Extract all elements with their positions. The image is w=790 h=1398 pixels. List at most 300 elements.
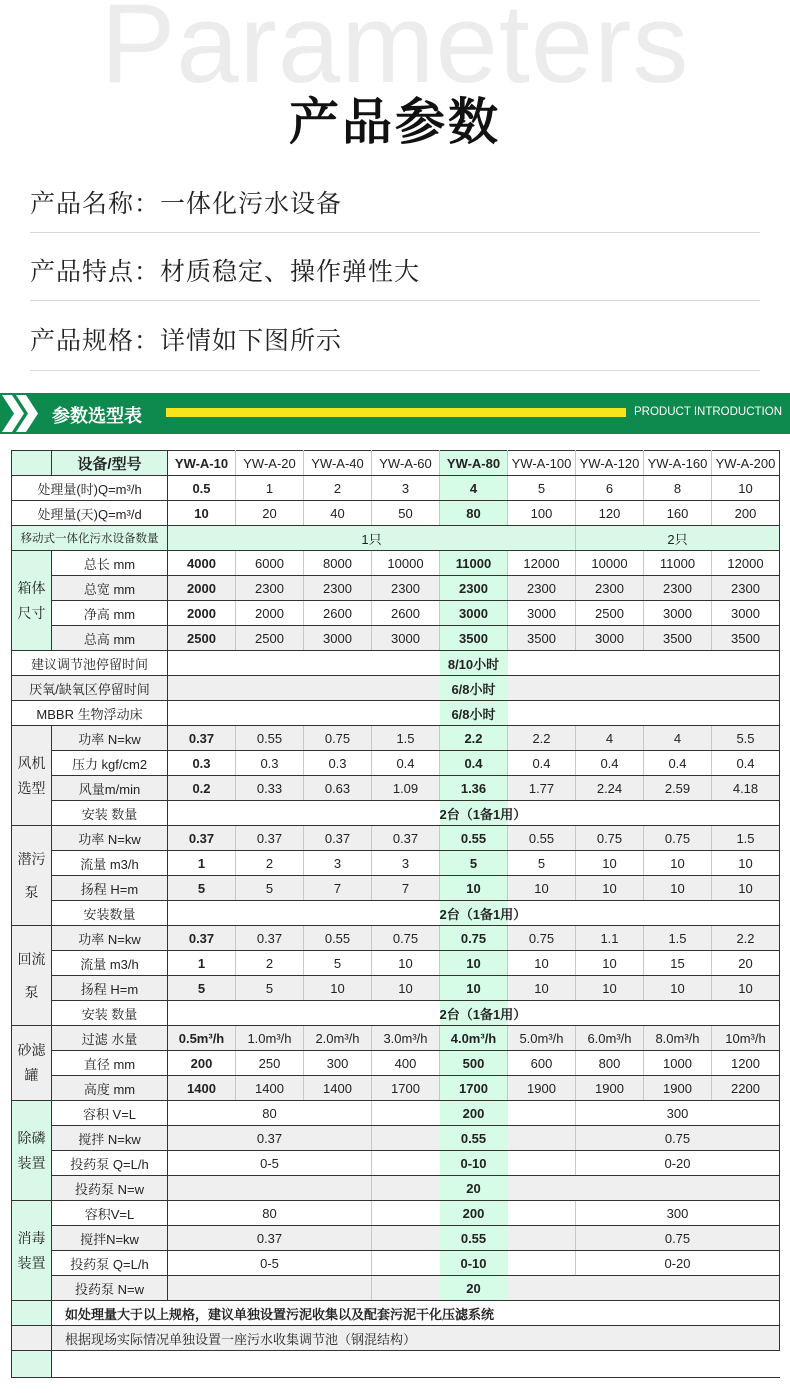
value-cell: 300	[644, 1101, 712, 1126]
empty-cell	[644, 701, 712, 726]
value-cell: 1900	[644, 1076, 712, 1101]
table-row	[12, 1076, 780, 1101]
table-row	[12, 1026, 780, 1051]
empty-cell	[508, 1226, 576, 1251]
model-header: YW-A-80	[440, 451, 508, 476]
value-cell: 2300	[644, 576, 712, 601]
value-cell: 1.1	[576, 926, 644, 951]
value-cell: 0.75	[644, 1126, 712, 1151]
value-cell: 3000	[440, 601, 508, 626]
empty-cell	[576, 1101, 644, 1126]
empty-cell	[508, 1201, 576, 1226]
value-cell: 2台（1备1用）	[440, 801, 508, 826]
row-label: MBBR 生物浮动床	[12, 701, 168, 726]
empty-cell	[168, 1101, 236, 1126]
empty-cell	[168, 1151, 236, 1176]
table-row	[12, 1001, 780, 1026]
category-cell: 砂滤罐	[12, 1026, 52, 1101]
value-cell: 120	[576, 501, 644, 526]
row-label: 投药泵 Q=L/h	[52, 1151, 168, 1176]
model-header: YW-A-60	[372, 451, 440, 476]
value-cell: 5	[304, 951, 372, 976]
table-row	[12, 1251, 780, 1276]
value-cell: 0.3	[304, 751, 372, 776]
empty-cell	[168, 1276, 236, 1301]
value-cell: 2只	[644, 526, 712, 551]
value-cell: 5	[508, 851, 576, 876]
value-cell: 2000	[236, 601, 304, 626]
value-cell: 2600	[304, 601, 372, 626]
empty-cell	[372, 901, 440, 926]
category-cell: 风机选型	[12, 726, 52, 826]
value-cell: 0.4	[508, 751, 576, 776]
table-row	[12, 1176, 780, 1201]
table-row	[12, 476, 780, 501]
value-cell: 0.4	[576, 751, 644, 776]
empty-cell	[372, 701, 440, 726]
value-cell: 5	[168, 876, 236, 901]
value-cell: 3500	[712, 626, 780, 651]
value-cell: 80	[236, 1101, 304, 1126]
value-cell: 0.37	[168, 926, 236, 951]
value-cell: 4	[440, 476, 508, 501]
empty-cell	[576, 1126, 644, 1151]
empty-cell	[372, 1151, 440, 1176]
empty-cell	[712, 1201, 780, 1226]
value-cell: 10	[440, 951, 508, 976]
value-cell: 1	[236, 476, 304, 501]
empty-cell	[712, 901, 780, 926]
value-cell: 5.0m³/h	[508, 1026, 576, 1051]
value-cell: 15	[644, 951, 712, 976]
empty-cell	[168, 1001, 236, 1026]
background-watermark-word: Parameters	[100, 0, 690, 106]
value-cell: 11000	[440, 551, 508, 576]
value-cell: 2300	[372, 576, 440, 601]
empty-cell	[508, 1126, 576, 1151]
value-cell: 5	[236, 876, 304, 901]
value-cell: 0.3	[168, 751, 236, 776]
row-label: 安装 数量	[52, 1001, 168, 1026]
value-cell: 0.4	[440, 751, 508, 776]
empty-cell	[304, 1151, 372, 1176]
row-label: 直径 mm	[52, 1051, 168, 1076]
empty-cell	[236, 901, 304, 926]
value-cell: 10000	[576, 551, 644, 576]
value-cell: 200	[440, 1101, 508, 1126]
value-cell: 2.0m³/h	[304, 1026, 372, 1051]
product-spec: 产品规格：详情如下图所示	[30, 326, 343, 355]
empty-cell	[712, 701, 780, 726]
empty-cell	[304, 701, 372, 726]
table-row	[12, 801, 780, 826]
empty-cell	[372, 1176, 440, 1201]
value-cell: 11000	[644, 551, 712, 576]
value-cell: 10	[372, 976, 440, 1001]
table-row	[12, 926, 780, 951]
value-cell: 10	[712, 851, 780, 876]
table-row	[12, 876, 780, 901]
empty-cell	[304, 1276, 372, 1301]
empty-cell	[576, 1251, 644, 1276]
table-row	[12, 826, 780, 851]
category-cell: 除磷装置	[12, 1101, 52, 1201]
value-cell: 4.18	[712, 776, 780, 801]
row-label: 容积V=L	[52, 1201, 168, 1226]
value-cell: 2000	[168, 601, 236, 626]
empty-cell	[168, 1201, 236, 1226]
table-header-row	[12, 451, 780, 476]
value-cell: 0-5	[236, 1251, 304, 1276]
empty-cell	[576, 701, 644, 726]
value-cell: 1400	[168, 1076, 236, 1101]
value-cell: 6000	[236, 551, 304, 576]
value-cell: 10	[508, 976, 576, 1001]
value-cell: 7	[304, 876, 372, 901]
empty-cell	[644, 1001, 712, 1026]
banner-title: 参数选型表	[52, 406, 142, 427]
value-cell: 2.59	[644, 776, 712, 801]
value-cell: 0.2	[168, 776, 236, 801]
value-cell: 8000	[304, 551, 372, 576]
empty-cell	[576, 526, 644, 551]
value-cell: 0.55	[508, 826, 576, 851]
value-cell: 0-5	[236, 1151, 304, 1176]
table-row	[12, 601, 780, 626]
empty-cell	[168, 1126, 236, 1151]
value-cell: 3.0m³/h	[372, 1026, 440, 1051]
row-label: 扬程 H=m	[52, 976, 168, 1001]
table-row	[12, 726, 780, 751]
value-cell: 2300	[508, 576, 576, 601]
model-header: YW-A-160	[644, 451, 712, 476]
row-label: 搅拌 N=kw	[52, 1126, 168, 1151]
value-cell: 3500	[440, 626, 508, 651]
value-cell: 8/10小时	[440, 651, 508, 676]
category-cell: 回流泵	[12, 926, 52, 1026]
category-cell	[12, 1326, 52, 1351]
empty-cell	[712, 1001, 780, 1026]
value-cell: 10	[508, 951, 576, 976]
table-row	[12, 651, 780, 676]
value-cell: 300	[304, 1051, 372, 1076]
empty-cell	[508, 651, 576, 676]
empty-cell	[644, 901, 712, 926]
empty-cell	[576, 1176, 644, 1201]
value-cell: 2台（1备1用）	[440, 901, 508, 926]
note-text: 如处理量大于以上规格，建议单独设置污泥收集以及配套污泥干化压滤系统	[52, 1301, 780, 1326]
value-cell: 80	[236, 1201, 304, 1226]
row-label: 高度 mm	[52, 1076, 168, 1101]
empty-cell	[712, 651, 780, 676]
table-row	[12, 901, 780, 926]
value-cell: 10	[440, 876, 508, 901]
value-cell: 0.55	[236, 726, 304, 751]
value-cell: 50	[372, 501, 440, 526]
value-cell: 0-20	[644, 1251, 712, 1276]
value-cell: 10	[712, 876, 780, 901]
value-cell: 0.75	[576, 826, 644, 851]
empty-cell	[372, 1101, 440, 1126]
row-label: 净高 mm	[52, 601, 168, 626]
empty-cell	[372, 1126, 440, 1151]
value-cell: 1	[168, 851, 236, 876]
value-cell: 10	[644, 976, 712, 1001]
model-header: YW-A-100	[508, 451, 576, 476]
row-label: 投药泵 Q=L/h	[52, 1251, 168, 1276]
value-cell: 10	[372, 951, 440, 976]
row-label: 功率 N=kw	[52, 826, 168, 851]
value-cell: 3000	[712, 601, 780, 626]
table-row	[12, 1151, 780, 1176]
value-cell: 0.75	[644, 826, 712, 851]
model-header: YW-A-40	[304, 451, 372, 476]
value-cell: 3000	[372, 626, 440, 651]
value-cell: 5	[440, 851, 508, 876]
divider	[30, 300, 760, 301]
table-row	[12, 1276, 780, 1301]
value-cell: 0.33	[236, 776, 304, 801]
empty-cell	[712, 526, 780, 551]
value-cell: 0.75	[440, 926, 508, 951]
value-cell: 1	[168, 951, 236, 976]
value-cell: 12000	[508, 551, 576, 576]
empty-cell	[372, 1001, 440, 1026]
empty-cell	[168, 1251, 236, 1276]
value-cell: 2	[304, 476, 372, 501]
row-label: 投药泵 N=w	[52, 1276, 168, 1301]
empty-cell	[236, 701, 304, 726]
empty-cell	[304, 676, 372, 701]
empty-cell	[372, 1201, 440, 1226]
value-cell: 0.4	[372, 751, 440, 776]
banner-subtitle: PRODUCT INTRODUCTION	[634, 406, 783, 418]
value-cell: 0.4	[712, 751, 780, 776]
table-row	[12, 751, 780, 776]
value-cell: 2300	[576, 576, 644, 601]
empty-cell	[508, 1101, 576, 1126]
value-cell: 1900	[508, 1076, 576, 1101]
row-label: 搅拌N=kw	[52, 1226, 168, 1251]
value-cell: 10	[576, 876, 644, 901]
row-label: 建议调节池停留时间	[12, 651, 168, 676]
row-label: 流量 m3/h	[52, 851, 168, 876]
empty-cell	[508, 1151, 576, 1176]
value-cell: 5	[508, 476, 576, 501]
value-cell: 2.2	[440, 726, 508, 751]
section-banner	[0, 393, 790, 434]
row-label: 总高 mm	[52, 626, 168, 651]
value-cell: 0.37	[236, 826, 304, 851]
empty-cell	[304, 1126, 372, 1151]
value-cell: 100	[508, 501, 576, 526]
value-cell: 0.37	[236, 1226, 304, 1251]
value-cell: 1.5	[372, 726, 440, 751]
value-cell: 0-20	[644, 1151, 712, 1176]
row-label: 投药泵 N=w	[52, 1176, 168, 1201]
table-row	[12, 1101, 780, 1126]
table-row	[12, 1201, 780, 1226]
empty-cell	[712, 1126, 780, 1151]
value-cell: 1.09	[372, 776, 440, 801]
value-cell: 2	[236, 851, 304, 876]
value-cell: 800	[576, 1051, 644, 1076]
row-label: 移动式一体化污水设备数量	[12, 526, 168, 551]
value-cell: 6/8小时	[440, 676, 508, 701]
value-cell: 3500	[644, 626, 712, 651]
value-cell: 0.37	[304, 826, 372, 851]
value-cell: 1.77	[508, 776, 576, 801]
parameter-table	[11, 450, 780, 1378]
value-cell: 3000	[508, 601, 576, 626]
value-cell: 500	[440, 1051, 508, 1076]
note-row	[12, 1301, 780, 1326]
divider	[30, 370, 760, 371]
value-cell: 1.36	[440, 776, 508, 801]
value-cell: 10	[168, 501, 236, 526]
empty-cell	[576, 651, 644, 676]
empty-cell	[168, 651, 236, 676]
value-cell: 2	[236, 951, 304, 976]
empty-cell	[168, 1176, 236, 1201]
value-cell: 3000	[576, 626, 644, 651]
value-cell: 1700	[440, 1076, 508, 1101]
empty-cell	[712, 1151, 780, 1176]
value-cell: 4000	[168, 551, 236, 576]
empty-cell	[236, 801, 304, 826]
empty-cell	[576, 1151, 644, 1176]
row-label: 功率 N=kw	[52, 726, 168, 751]
empty-cell	[372, 1226, 440, 1251]
value-cell: 0.37	[236, 926, 304, 951]
row-label: 风量m/min	[52, 776, 168, 801]
value-cell: 0.75	[372, 926, 440, 951]
value-cell: 7	[372, 876, 440, 901]
empty-cell	[304, 1201, 372, 1226]
empty-cell	[712, 1176, 780, 1201]
value-cell: 0.4	[644, 751, 712, 776]
value-cell: 0.37	[236, 1126, 304, 1151]
empty-cell	[644, 676, 712, 701]
category-cell: 消毒装置	[12, 1201, 52, 1301]
row-label: 厌氧/缺氧区停留时间	[12, 676, 168, 701]
model-header: YW-A-20	[236, 451, 304, 476]
empty-cell	[168, 1226, 236, 1251]
empty-cell	[168, 676, 236, 701]
value-cell: 10	[644, 851, 712, 876]
value-cell: 2200	[712, 1076, 780, 1101]
value-cell: 2500	[236, 626, 304, 651]
category-cell	[12, 1301, 52, 1326]
value-cell: 4.0m³/h	[440, 1026, 508, 1051]
value-cell: 2500	[168, 626, 236, 651]
value-cell: 0.3	[236, 751, 304, 776]
table-row	[12, 676, 780, 701]
table-row	[12, 851, 780, 876]
category-cell	[12, 1351, 52, 1378]
empty-cell	[508, 1251, 576, 1276]
empty-cell	[304, 1251, 372, 1276]
value-cell: 1只	[168, 526, 576, 551]
value-cell: 10	[576, 851, 644, 876]
value-cell: 0-10	[440, 1151, 508, 1176]
header-label: 设备/型号	[52, 451, 168, 476]
empty-cell	[712, 1226, 780, 1251]
empty-cell	[644, 801, 712, 826]
value-cell: 400	[372, 1051, 440, 1076]
empty-cell	[712, 676, 780, 701]
value-cell: 20	[712, 951, 780, 976]
model-header: YW-A-120	[576, 451, 644, 476]
row-label: 处理量(时)Q=m³/h	[12, 476, 168, 501]
category-cell: 箱体尺寸	[12, 551, 52, 651]
value-cell: 2300	[304, 576, 372, 601]
value-cell: 2.24	[576, 776, 644, 801]
value-cell: 10	[440, 976, 508, 1001]
value-cell: 2.2	[508, 726, 576, 751]
value-cell: 0.63	[304, 776, 372, 801]
value-cell: 250	[236, 1051, 304, 1076]
row-label: 功率 N=kw	[52, 926, 168, 951]
table-row	[12, 1126, 780, 1151]
value-cell: 0.75	[644, 1226, 712, 1251]
empty-cell	[304, 651, 372, 676]
empty-cell	[508, 701, 576, 726]
value-cell: 20	[236, 501, 304, 526]
value-cell: 300	[644, 1201, 712, 1226]
value-cell: 3	[372, 476, 440, 501]
empty-cell	[712, 1251, 780, 1276]
table-row	[12, 551, 780, 576]
empty-cell	[712, 801, 780, 826]
table-row	[12, 701, 780, 726]
empty-cell	[168, 801, 236, 826]
value-cell: 3	[304, 851, 372, 876]
value-cell: 6.0m³/h	[576, 1026, 644, 1051]
value-cell: 4	[576, 726, 644, 751]
value-cell: 10	[712, 976, 780, 1001]
value-cell: 3000	[304, 626, 372, 651]
value-cell: 2600	[372, 601, 440, 626]
table-row	[12, 576, 780, 601]
empty-cell	[304, 801, 372, 826]
empty-cell	[576, 1276, 644, 1301]
value-cell: 1700	[372, 1076, 440, 1101]
value-cell: 10m³/h	[712, 1026, 780, 1051]
empty-cell	[508, 1176, 576, 1201]
row-label: 流量 m3/h	[52, 951, 168, 976]
value-cell: 600	[508, 1051, 576, 1076]
row-label: 总宽 mm	[52, 576, 168, 601]
empty-cell	[712, 1101, 780, 1126]
table-row	[12, 1051, 780, 1076]
value-cell: 10	[508, 876, 576, 901]
value-cell: 0.37	[168, 826, 236, 851]
yellow-bar	[166, 408, 626, 417]
table-row	[12, 951, 780, 976]
empty-cell	[168, 701, 236, 726]
row-label: 过滤 水量	[52, 1026, 168, 1051]
value-cell: 0.37	[168, 726, 236, 751]
value-cell: 3500	[508, 626, 576, 651]
table-row	[12, 626, 780, 651]
value-cell: 1900	[576, 1076, 644, 1101]
value-cell: 8.0m³/h	[644, 1026, 712, 1051]
row-label: 压力 kgf/cm2	[52, 751, 168, 776]
value-cell: 20	[440, 1176, 508, 1201]
value-cell: 1.5	[712, 826, 780, 851]
value-cell: 3000	[644, 601, 712, 626]
